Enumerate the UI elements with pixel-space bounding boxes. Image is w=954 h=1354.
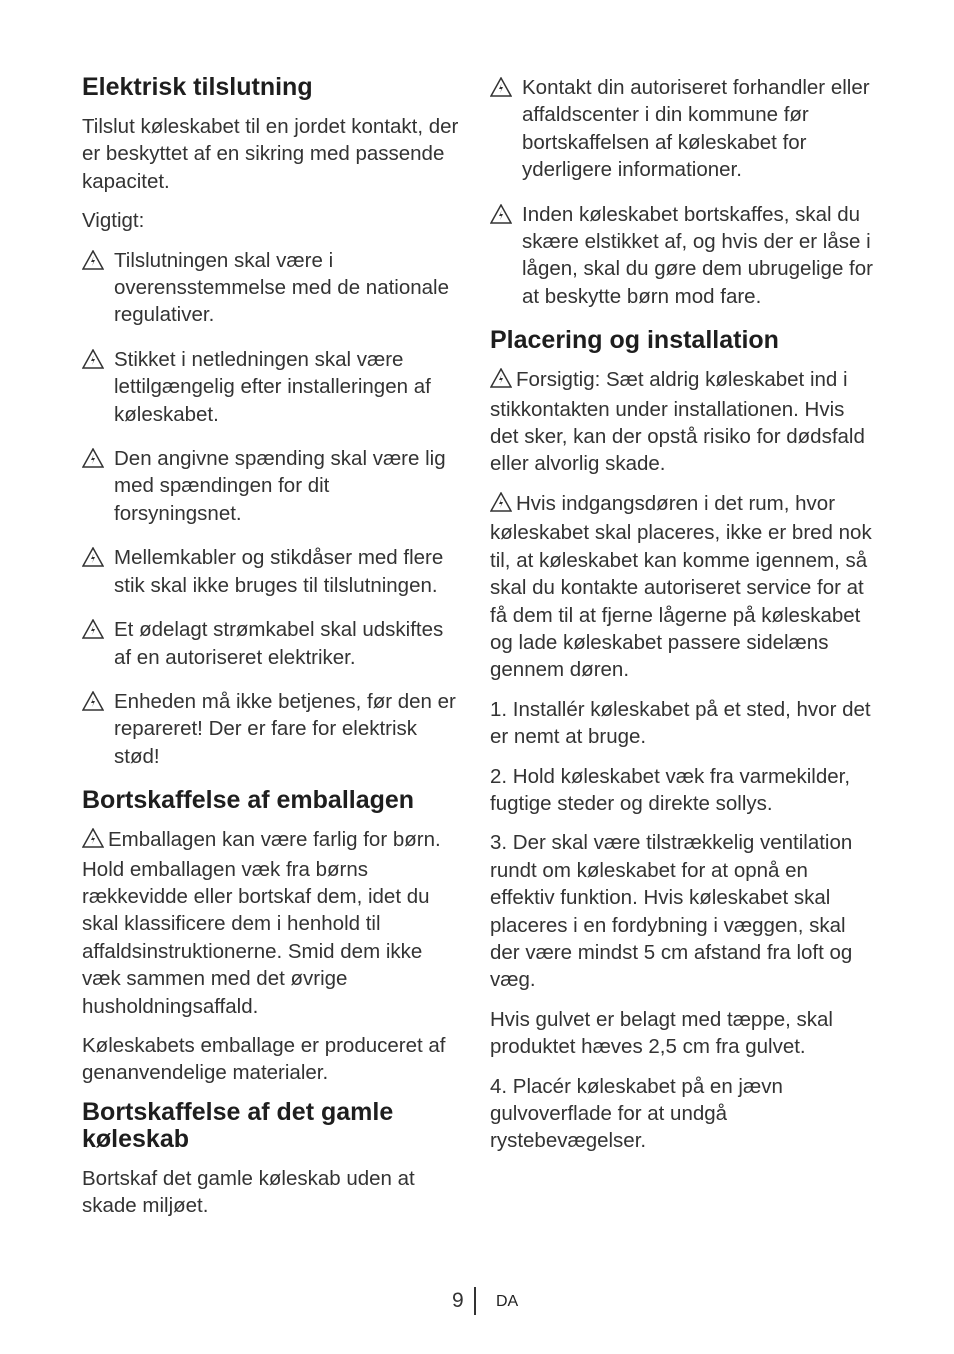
warning-text: Stikket i netledningen skal være lettilgængelig efter installeringen af køleskabet. [114,347,431,426]
paragraph-packaging-text: Emballagen kan være farlig for børn. Hold emballagen væk fra børns rækkevidde eller bortskaf dem, idet du skal klassificere dem i henhold til affaldsinstruktionerne. Smid dem ikke væk sammen med det øvrige husholdningsaffald. [82,828,441,1018]
paragraph-packaging [82,826,460,1020]
warning-text: Enheden må ikke betjenes, før den er repareret! Der er fare for elektrisk stød! [114,689,456,768]
warning-item [82,688,460,770]
paragraph-caution-text: Forsigtig: Sæt aldrig køleskabet ind i stikkontakten under installationen. Hvis det sker, kan der opstå risiko for dødsfald eller alvorlig skade. [490,368,865,476]
warning-text: Et ødelagt strømkabel skal udskiftes af en autoriseret elektriker. [114,618,444,669]
paragraph-connect: Tilslut køleskabet til en jordet kontakt, der er beskyttet af en sikring med passende kapacitet. [82,115,459,193]
paragraph-door-text: Hvis indgangsdøren i det rum, hvor køleskabet skal placeres, ikke er bred nok til, at køleskabet kan komme igennem, så skal du kontakte autoriseret service for at få dem til at fjerne lågerne på køleskabet og lade køleskabet passere sidelæns gennem døren. [490,491,872,682]
paragraph-step-1: 1. Installér køleskabet på et sted, hvor det er nemt at bruge. [490,697,871,749]
warning-triangle-icon [82,691,104,711]
warning-text: Den angivne spænding skal være lig med spændingen for dit forsyningsnet. [114,447,446,525]
warning-triangle-icon [82,349,104,369]
paragraph-step-2: 2. Hold køleskabet væk fra varmekilder, fugtige steder og direkte sollys. [490,764,851,815]
warning-triangle-icon [82,547,104,567]
warning-triangle-icon [490,77,512,97]
heading-old-fridge-disposal: Bortskaffelse af det gamle køleskab [82,1097,394,1153]
paragraph-old-fridge: Bortskaf det gamle køleskab uden at skade miljøet. [82,1166,415,1218]
warning-item [82,445,460,527]
warning-text: Inden køleskabet bortskaffes, skal du skære elstikket af, og hvis der er låse i lågen, skal du gøre dem ubrugelige for at beskytte børn mod fare. [522,202,873,308]
paragraph-important: Vigtigt: [82,209,145,233]
warning-triangle-icon [82,448,104,468]
page-footer [0,1287,954,1317]
heading-placement-installation: Placering og installation [490,326,779,355]
language-code: DA [496,1293,519,1310]
warning-text: Kontakt din autoriseret forhandler eller affaldscenter i din kommune før bortskaffelsen af køleskabet for yderligere informationer. [522,76,870,182]
paragraph-carpet: Hvis gulvet er belagt med tæppe, skal produktet hæves 2,5 cm fra gulvet. [490,1007,833,1059]
paragraph-recycle: Køleskabets emballage er produceret af genanvendelige materialer. [82,1033,446,1085]
warning-text: Tilslutningen skal være i overensstemmelse med de nationale regulativer. [114,248,450,327]
warning-triangle-icon [82,828,104,855]
paragraph-step-3: 3. Der skal være tilstrækkelig ventilation rundt om køleskabet for at opnå en effektiv funktion. Hvis køleskabet skal placeres i en fordybning i væggen, skal der være mindst 5 cm afstand fra loft og væg. [490,831,853,992]
warning-item [82,616,460,671]
warning-triangle-icon [490,368,512,395]
warning-triangle-icon [490,492,512,519]
warning-item [82,247,460,329]
warning-item [490,74,874,184]
warning-item [490,201,874,311]
page-number: 9 [452,1289,464,1312]
heading-electrical-connection: Elektrisk tilslutning [82,73,313,101]
right-column [490,74,874,1167]
warning-text: Mellemkabler og stikdåser med flere stik skal ikke bruges til tilslutningen. [114,546,444,597]
paragraph-step-4: 4. Placér køleskabet på en jævn gulvoverflade for at undgå rystebevægelser. [490,1074,783,1153]
heading-packaging-disposal: Bortskaffelse af emballagen [82,786,415,815]
warning-triangle-icon [82,250,104,270]
footer-divider [474,1287,476,1315]
warning-triangle-icon [490,204,512,224]
warning-item [82,346,460,428]
paragraph-door [490,490,874,684]
left-column [82,74,460,1232]
paragraph-caution [490,366,874,478]
warning-triangle-icon [82,619,104,639]
warning-item [82,544,460,599]
